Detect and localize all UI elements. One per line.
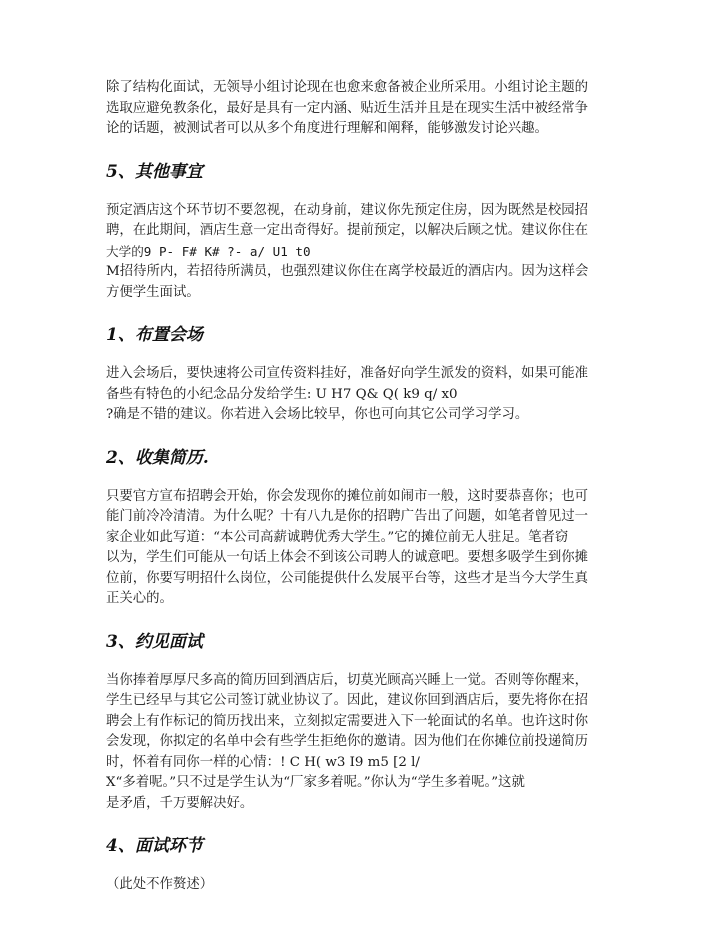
text-line: 时，怀着有同你一样的心情：! C H( w3 I9 m5 [2 l/ <box>106 754 420 770</box>
text-line: 选取应避免教条化，最好是具有一定内涵、贴近生活并且是在现实生活中被经常争 <box>106 100 589 116</box>
text-line: 位前，你要写明招什么岗位，公司能提供什么发展平台等，这些才是当今大学生真 <box>106 570 589 586</box>
section-paragraph-venue-setup <box>106 364 616 426</box>
text-line: 论的话题，被测试者可以从多个角度进行理解和阐释，能够激发讨论兴趣。 <box>106 121 548 136</box>
text-line: 方便学生面试。 <box>106 284 200 300</box>
text-line: 聘会上有作标记的简历找出来，立刻拟定需要进入下一轮面试的名单。也许这时你 <box>106 713 589 729</box>
text-line: 备些有特色的小纪念品分发给学生: U H7 Q& Q( k9 q/ x0 <box>106 386 458 402</box>
text-line: ?确是不错的建议。你若进入会场比较早，你也可向其它公司学习学习。 <box>106 407 529 422</box>
text-line: 学生已经早与其它公司签订就业协议了。因此，建议你回到酒店后，要先将你在招 <box>106 693 589 708</box>
section-heading-other-matters: 5、其他事宜 <box>106 161 203 182</box>
section-paragraph-collect-resumes <box>106 487 616 610</box>
text-line: 预定酒店这个环节切不要忽视，在动身前，建议你先预定住房，因为既然是校园招 <box>106 202 589 218</box>
text-line: 聘，在此期间，酒店生意一定出奇得好。提前预定，以解决后顾之忧。建议你住在 <box>106 223 589 238</box>
section-paragraph-other-matters <box>106 201 616 304</box>
section-heading-venue-setup: 1、布置会场 <box>106 325 203 345</box>
text-line: 能门前冷冷清清。为什么呢？十有八九是你的招聘广告出了问题，如笔者曾见过一 <box>106 509 589 524</box>
section-heading-interview-stage: 4、面试环节 <box>106 836 203 856</box>
text-line: 除了结构化面试，无领导小组讨论现在也愈来愈备被企业所采用。小组讨论主题的 <box>106 80 589 95</box>
text-line: 正关心的。 <box>106 591 173 606</box>
section-heading-schedule-interviews: 3、约见面试 <box>106 631 203 652</box>
section-paragraph-interview-stage <box>106 875 616 896</box>
text-line: 会发现，你拟定的名单中会有些学生拒绝你的邀请。因为他们在你摊位前投递简历 <box>106 734 589 749</box>
text-line: 大学的9 P- F# K# ?- a/ U1 t0 <box>106 243 311 259</box>
text-line: X“多着呢。”只不过是学生认为“厂家多着呢。”你认为“学生多着呢。”这就 <box>106 775 525 790</box>
intro-paragraph <box>106 78 616 140</box>
section-heading-collect-resumes: 2、收集简历. <box>106 447 209 468</box>
text-line: 只要官方宣布招聘会开始，你会发现你的摊位前如闹市一般，这时要恭喜你；也可 <box>106 488 589 504</box>
text-line: （此处不作赘述） <box>106 877 214 892</box>
text-line: 以为，学生们可能从一句话上体会不到该公司聘人的诚意吧。要想多吸学生到你摊 <box>106 550 589 565</box>
text-line: 家企业如此写道：“本公司高薪诚聘优秀大学生。”它的摊位前无人驻足。笔者窃 <box>106 529 569 545</box>
text-line: 当你捧着厚厚尺多高的简历回到酒店后，切莫光顾高兴睡上一觉。否则等你醒来， <box>106 672 589 688</box>
text-line: 进入会场后，要快速将公司宣传资料挂好，准备好向学生派发的资料，如果可能准 <box>106 366 589 381</box>
text-line: M招待所内，若招待所满员，也强烈建议你住在离学校最近的酒店内。因为这样会 <box>106 264 589 279</box>
text-line: 是矛盾，千万要解决好。 <box>106 795 254 811</box>
section-paragraph-schedule-interviews <box>106 671 616 815</box>
document-page <box>106 78 616 896</box>
